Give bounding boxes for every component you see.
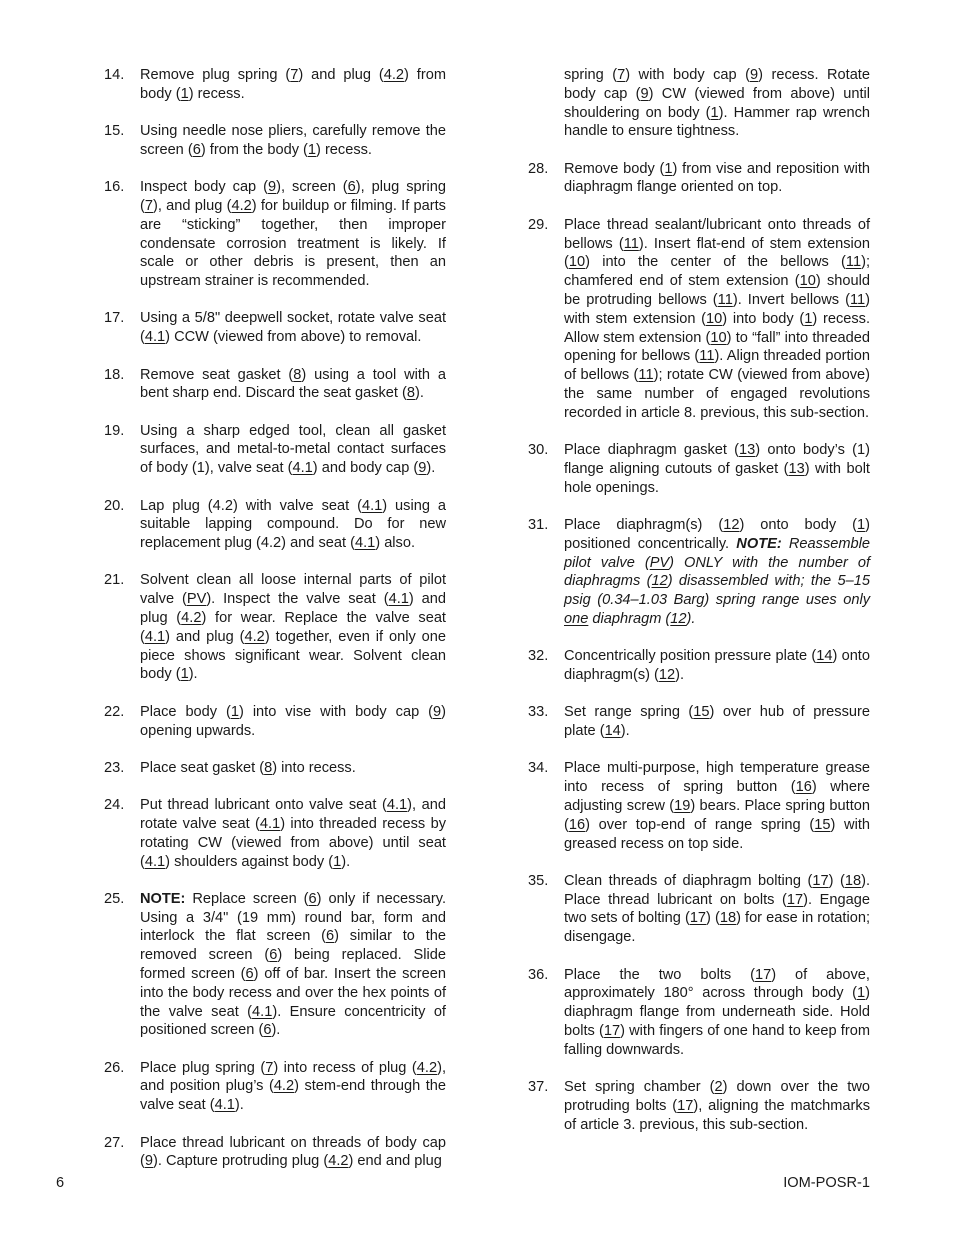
- text-segment: Clean threads of diaphragm bolting (: [564, 872, 813, 889]
- step-number: 23.: [104, 759, 125, 776]
- text-segment: ).: [620, 723, 630, 740]
- step-number: 17.: [104, 310, 125, 327]
- text-segment: ) into threaded recess by rotating CW (viewed from above) until seat (: [140, 815, 446, 870]
- step-number: 30.: [528, 442, 549, 459]
- text-segment: ) recess.: [188, 85, 245, 102]
- step-number: 21.: [104, 572, 125, 589]
- part-reference: 1: [180, 85, 189, 102]
- part-reference: 12: [658, 667, 676, 684]
- text-segment: ) onto body’s (1) flange aligning cutouts of gasket (: [564, 442, 870, 477]
- text-segment: Set range spring (: [564, 704, 694, 721]
- part-reference: 1: [333, 853, 342, 870]
- part-reference: 14: [604, 723, 621, 740]
- part-reference: 11: [845, 254, 862, 271]
- part-reference: 8: [293, 366, 302, 383]
- part-reference: 15: [814, 816, 831, 833]
- procedure-step: [104, 178, 446, 291]
- text-segment: Place body (: [140, 703, 231, 720]
- part-reference: 11: [849, 291, 866, 308]
- procedure-step: [104, 1134, 446, 1172]
- procedure-step: [104, 122, 446, 160]
- text-segment: Using needle nose pliers, carefully remove the screen (: [140, 123, 446, 158]
- part-reference: 10: [799, 273, 816, 290]
- text-segment: Inspect body cap (: [140, 179, 269, 196]
- text-segment: ) ONLY with the number of diaphragms (: [564, 554, 870, 590]
- procedure-step: [104, 759, 446, 778]
- text-segment: ) and plug (: [298, 67, 384, 83]
- step-number: 32.: [528, 648, 549, 665]
- text-segment: NOTE:: [736, 535, 782, 552]
- part-reference: 2: [714, 1079, 723, 1096]
- text-segment: Place multi-purpose, high temperature grease into recess of spring button (: [564, 760, 870, 796]
- part-reference: 13: [788, 460, 805, 477]
- text-segment: ) to “fall” into threaded opening for bellows (: [564, 329, 870, 365]
- procedure-step: [104, 66, 446, 104]
- text-segment: ) for buildup or filming. If parts are “sticking” together, then improper condensate corrosion treatment is likely. If scale or other debris is present, then an upstream strainer is recommended.: [140, 197, 446, 290]
- procedure-step: [104, 366, 446, 404]
- text-segment: ) over top-end of range spring (: [585, 816, 815, 833]
- text-segment: ). Capture protruding plug (: [153, 1153, 329, 1170]
- text-segment: ) opening upwards.: [140, 703, 446, 739]
- text-segment: ) down over the two protruding bolts (: [564, 1079, 870, 1114]
- part-reference: 1: [180, 666, 189, 683]
- text-segment: ).: [234, 1097, 244, 1114]
- part-reference: 4.2: [328, 1153, 349, 1170]
- text-segment: ) from the body (: [200, 141, 308, 158]
- text-segment: ) onto body (: [739, 516, 857, 533]
- text-segment: ) where adjusting screw (: [564, 779, 870, 814]
- text-segment: ), screen (: [276, 179, 348, 196]
- procedure-step: [104, 422, 446, 478]
- text-segment: Place thread sealant/lubricant onto threads of bellows (: [564, 216, 870, 252]
- text-segment: Place diaphragm gasket (: [564, 442, 740, 459]
- part-reference: 4.1: [292, 460, 313, 477]
- text-segment: ). Engage two sets of bolting (: [564, 891, 870, 927]
- text-segment: ) recess. Rotate body cap (: [564, 67, 870, 102]
- text-segment: ). Insert flat-end of stem extension (: [564, 235, 870, 271]
- procedure-step: [528, 216, 870, 423]
- text-segment: Place thread lubricant on threads of body cap (: [140, 1134, 446, 1170]
- text-segment: ) with bolt hole openings.: [564, 460, 870, 496]
- procedure-step: [104, 796, 446, 871]
- part-reference: 6: [192, 141, 201, 158]
- part-reference: 4.1: [388, 591, 409, 608]
- part-reference: 9: [640, 85, 649, 102]
- step-number: 36.: [528, 966, 549, 983]
- part-reference: 11: [623, 235, 639, 252]
- text-segment: ) recess. Allow stem extension (: [564, 310, 871, 346]
- step-text: [564, 966, 870, 1060]
- procedure-step: [528, 1078, 870, 1134]
- step-number: 28.: [528, 160, 549, 177]
- step-number: 31.: [528, 516, 549, 533]
- procedure-step: [528, 160, 870, 198]
- part-reference: 4.1: [252, 1003, 273, 1020]
- text-segment: ) (: [828, 872, 845, 889]
- text-segment: ). Inspect the valve seat (: [206, 591, 389, 608]
- text-segment: ), and position plug’s (: [140, 1059, 446, 1095]
- text-segment: ) over hub of pressure plate (: [564, 704, 870, 740]
- text-segment: ) from body (: [140, 67, 446, 102]
- step-number: 34.: [528, 760, 549, 777]
- part-reference: 4.2: [231, 197, 252, 214]
- part-reference: 4.1: [144, 853, 166, 870]
- part-reference: 4.1: [354, 535, 376, 552]
- text-segment: ) into body (: [722, 310, 805, 327]
- part-reference: 4.1: [144, 628, 166, 645]
- text-segment: ) only if necessary. Using a 3/4" (19 mm) round bar, form and interlock the flat screen (: [140, 890, 447, 945]
- step-text: [140, 497, 446, 553]
- step-number: 16.: [104, 179, 125, 196]
- part-reference: 17: [677, 1097, 694, 1114]
- text-segment: ). Hammer rap wrench handle to ensure tightness.: [564, 104, 870, 140]
- text-segment: ), and rotate valve seat (: [140, 797, 446, 832]
- part-reference: 18: [844, 872, 862, 889]
- part-reference: 18: [719, 910, 737, 927]
- procedure-step: [528, 647, 870, 685]
- part-reference: 9: [144, 1153, 153, 1170]
- text-segment: ) and body cap (: [312, 460, 419, 477]
- step-text: [140, 422, 446, 478]
- text-segment: Solvent clean all loose internal parts of pilot valve (: [140, 572, 446, 608]
- text-segment: ) with fingers of one hand to keep from falling downwards.: [564, 1022, 870, 1058]
- text-segment: ) using a suitable lapping compound. Do for new replacement plug (4.2) and seat (: [140, 497, 446, 552]
- part-reference: 7: [290, 67, 299, 83]
- part-reference: 4.1: [386, 797, 408, 814]
- part-reference: one: [564, 610, 589, 627]
- text-segment: ).: [341, 853, 351, 870]
- right-column: [528, 66, 870, 1153]
- text-segment: ) with stem extension (: [564, 291, 870, 327]
- procedure-step: [104, 571, 446, 684]
- step-number: 20.: [104, 497, 125, 514]
- text-segment: Lap plug (4.2) with valve seat (: [140, 497, 362, 514]
- procedure-step: [528, 703, 870, 741]
- text-segment: Remove seat gasket (: [140, 366, 294, 383]
- step-text: [564, 703, 870, 741]
- step-number: 15.: [104, 123, 125, 140]
- part-reference: 17: [755, 966, 772, 983]
- text-segment: ) being replaced. Slide formed screen (: [140, 947, 447, 982]
- procedure-step: [528, 441, 870, 497]
- part-reference: 4.1: [144, 329, 166, 346]
- part-reference: 4.2: [244, 628, 265, 645]
- text-segment: ) CCW (viewed from above) to removal.: [165, 329, 422, 346]
- text-segment: ) together, even if only one piece shows significant wear. Solvent clean body (: [140, 628, 446, 683]
- page-number: 6: [56, 1175, 65, 1191]
- text-segment: ) shoulders against body (: [165, 853, 334, 870]
- step-text: [140, 178, 446, 291]
- part-reference: 9: [750, 67, 759, 83]
- text-segment: Using a 5/8" deepwell socket, rotate valve seat (: [140, 310, 446, 346]
- part-reference: 9: [268, 179, 277, 196]
- step-number: 14.: [104, 67, 125, 83]
- text-segment: ) of above, approximately 180° across through body (: [564, 966, 870, 1002]
- procedure-step: [104, 497, 446, 553]
- text-segment: ) with greased recess on top side.: [564, 816, 870, 852]
- step-number: 25.: [104, 890, 125, 907]
- step-text: [564, 872, 870, 947]
- step-text: [140, 571, 446, 684]
- part-reference: 1: [804, 310, 813, 327]
- text-segment: ).: [686, 610, 696, 627]
- text-segment: ) diaphragm flange from underneath side. Hold bolts (: [564, 985, 870, 1039]
- step-number: 33.: [528, 704, 549, 721]
- text-segment: ) stem-end through the valve seat (: [140, 1078, 447, 1114]
- procedure-step: [528, 759, 870, 853]
- part-reference: 6: [269, 947, 278, 964]
- step-text: [140, 366, 446, 404]
- text-segment: ), aligning the matchmarks of article 3. previous, this sub-section.: [564, 1097, 870, 1133]
- text-segment: Place seat gasket (: [140, 759, 265, 776]
- part-reference: 6: [245, 965, 254, 982]
- step-text: [564, 516, 870, 629]
- step-text: [140, 122, 446, 160]
- part-reference: 9: [432, 703, 442, 720]
- text-segment: ).: [426, 460, 436, 477]
- step-number: 29.: [528, 216, 549, 233]
- step-number: 27.: [104, 1134, 125, 1151]
- text-segment: ), and plug (: [153, 197, 232, 214]
- text-segment: ) bears. Place spring button (: [564, 798, 871, 833]
- part-reference: 1: [710, 104, 719, 121]
- text-segment: ); rotate CW (viewed from above) the same number of engaged revolutions recorded in article 8. previous, this sub-section.: [564, 367, 871, 421]
- part-reference: 19: [674, 798, 691, 814]
- text-segment: ) into recess of plug (: [273, 1059, 417, 1076]
- text-segment: Place diaphragm(s) (: [564, 516, 724, 533]
- text-segment: ) for ease in rotation; disengage.: [564, 910, 870, 946]
- part-reference: 7: [265, 1059, 274, 1076]
- text-segment: ) recess.: [316, 141, 372, 158]
- text-segment: Reassemble pilot valve (: [564, 535, 871, 571]
- text-segment: ) into the center of the bellows (: [585, 254, 846, 271]
- part-reference: 4.2: [383, 67, 405, 83]
- part-reference: 14: [816, 648, 833, 665]
- part-reference: 4.2: [273, 1078, 295, 1095]
- part-reference: 11: [699, 348, 715, 365]
- part-reference: 16: [568, 816, 586, 833]
- text-segment: ); chamfered end of stem extension (: [564, 254, 870, 290]
- text-segment: ) CW (viewed from above) until shouldering on body (: [564, 85, 870, 121]
- part-reference: 6: [263, 1022, 272, 1039]
- text-segment: ) and plug (: [165, 628, 245, 645]
- left-column: [104, 66, 446, 1190]
- part-reference: 10: [706, 310, 723, 327]
- part-reference: PV: [649, 554, 670, 571]
- procedure-step: [104, 703, 446, 741]
- part-reference: 1: [664, 160, 673, 177]
- procedure-step: [528, 516, 870, 629]
- step-text: [564, 647, 870, 685]
- text-segment: ) end and plug: [348, 1153, 442, 1170]
- part-reference: 17: [689, 910, 707, 927]
- part-reference: 4.1: [214, 1097, 235, 1114]
- part-reference: 9: [418, 460, 427, 477]
- text-segment: spring (: [564, 67, 618, 83]
- step-number: 24.: [104, 797, 125, 814]
- text-segment: ) disassembled with; the 5–15 psig (0.34–1.03 Barg) spring range uses only: [564, 573, 870, 609]
- part-reference: 10: [568, 254, 586, 271]
- step-text: [564, 160, 870, 198]
- part-reference: 15: [693, 704, 710, 721]
- step-text: [140, 309, 446, 347]
- step-text: [140, 1059, 446, 1115]
- part-reference: PV: [186, 591, 207, 608]
- part-reference: 11: [638, 367, 654, 384]
- step-text: [564, 66, 870, 141]
- procedure-step: [104, 890, 446, 1040]
- procedure-step: [104, 1059, 446, 1115]
- part-reference: 7: [617, 67, 626, 83]
- procedure-step: [528, 66, 870, 141]
- part-reference: 17: [812, 872, 829, 889]
- text-segment: ).: [415, 385, 424, 402]
- step-number: 35.: [528, 872, 549, 889]
- text-segment: ), plug spring (: [140, 179, 446, 214]
- step-number: 26.: [104, 1059, 125, 1076]
- step-text: [564, 216, 870, 423]
- text-segment: ) with body cap (: [625, 67, 750, 83]
- part-reference: 8: [406, 385, 416, 402]
- step-number: 37.: [528, 1079, 549, 1096]
- part-reference: 6: [308, 890, 317, 907]
- step-number: 18.: [104, 366, 125, 383]
- part-reference: 6: [325, 928, 335, 945]
- step-text: [564, 759, 870, 853]
- part-reference: 1: [857, 985, 866, 1002]
- document-id: IOM-POSR-1: [783, 1175, 870, 1191]
- part-reference: 1: [230, 703, 240, 720]
- text-segment: ) onto diaphragm(s) (: [564, 648, 870, 684]
- text-segment: ) using a tool with a bent sharp end. Discard the seat gasket (: [140, 366, 446, 402]
- text-segment: ).: [675, 667, 685, 684]
- text-segment: Place plug spring (: [140, 1059, 266, 1076]
- text-segment: ) off of bar. Insert the screen into the body recess and over the hex points of the valve seat (: [140, 965, 446, 1020]
- text-segment: ) similar to the removed screen (: [140, 928, 446, 964]
- part-reference: 12: [723, 516, 740, 533]
- part-reference: 11: [717, 291, 733, 308]
- text-segment: Set spring chamber (: [564, 1079, 715, 1096]
- step-text: [140, 796, 446, 871]
- step-number: 19.: [104, 422, 125, 439]
- text-segment: ). Ensure concentricity of positioned screen (: [140, 1003, 446, 1039]
- text-segment: Remove plug spring (: [140, 67, 291, 83]
- text-segment: Remove body (: [564, 160, 665, 177]
- part-reference: 7: [144, 197, 153, 214]
- part-reference: 17: [786, 891, 804, 908]
- text-segment: ). Place thread lubricant on bolts (: [564, 872, 870, 908]
- text-segment: ). Invert bellows (: [732, 291, 850, 308]
- text-segment: ).: [271, 1022, 281, 1039]
- part-reference: 10: [710, 329, 727, 346]
- part-reference: 16: [795, 779, 812, 796]
- step-text: [140, 66, 446, 104]
- part-reference: 1: [857, 516, 866, 533]
- step-text: [140, 759, 446, 778]
- text-segment: ) also.: [375, 535, 416, 552]
- part-reference: 13: [739, 442, 756, 459]
- text-segment: ). Align threaded portion of bellows (: [564, 348, 870, 384]
- step-text: [140, 890, 446, 1040]
- text-segment: Place the two bolts (: [564, 966, 755, 983]
- procedure-step: [104, 309, 446, 347]
- part-reference: 12: [670, 610, 687, 627]
- part-reference: 4.2: [181, 610, 202, 627]
- text-segment: ) for wear. Replace the valve seat (: [140, 610, 446, 645]
- text-segment: ) positioned concentrically.: [564, 516, 870, 552]
- part-reference: 8: [264, 759, 273, 776]
- step-text: [140, 1134, 446, 1172]
- text-segment: Put thread lubricant onto valve seat (: [140, 797, 387, 814]
- text-segment: ) and plug (: [140, 591, 447, 627]
- part-reference: 4.1: [259, 815, 281, 832]
- text-segment: ) into vise with body cap (: [239, 703, 433, 720]
- part-reference: 4.1: [361, 497, 383, 514]
- text-segment: ) from vise and reposition with diaphragm flange oriented on top.: [564, 160, 870, 196]
- text-segment: NOTE:: [140, 890, 186, 907]
- part-reference: 17: [603, 1022, 621, 1039]
- part-reference: 12: [651, 573, 668, 590]
- text-segment: Concentrically position pressure plate (: [564, 648, 817, 665]
- step-number: 22.: [104, 703, 125, 720]
- text-segment: diaphragm (: [588, 610, 671, 627]
- text-segment: Using a sharp edged tool, clean all gasket surfaces, and metal-to-metal contact surfaces of body (1), valve seat (: [140, 422, 446, 477]
- part-reference: 1: [307, 141, 317, 158]
- text-segment: Replace screen (: [185, 890, 309, 907]
- procedure-step: [528, 872, 870, 947]
- part-reference: 4.2: [416, 1059, 438, 1076]
- procedure-step: [528, 966, 870, 1060]
- step-text: [564, 1078, 870, 1134]
- text-segment: ).: [188, 666, 198, 683]
- step-text: [564, 441, 870, 497]
- part-reference: 6: [347, 179, 356, 196]
- step-text: [140, 703, 446, 741]
- text-segment: ) into recess.: [272, 759, 356, 776]
- text-segment: ) (: [706, 910, 720, 927]
- text-segment: ) should be protruding bellows (: [564, 273, 870, 308]
